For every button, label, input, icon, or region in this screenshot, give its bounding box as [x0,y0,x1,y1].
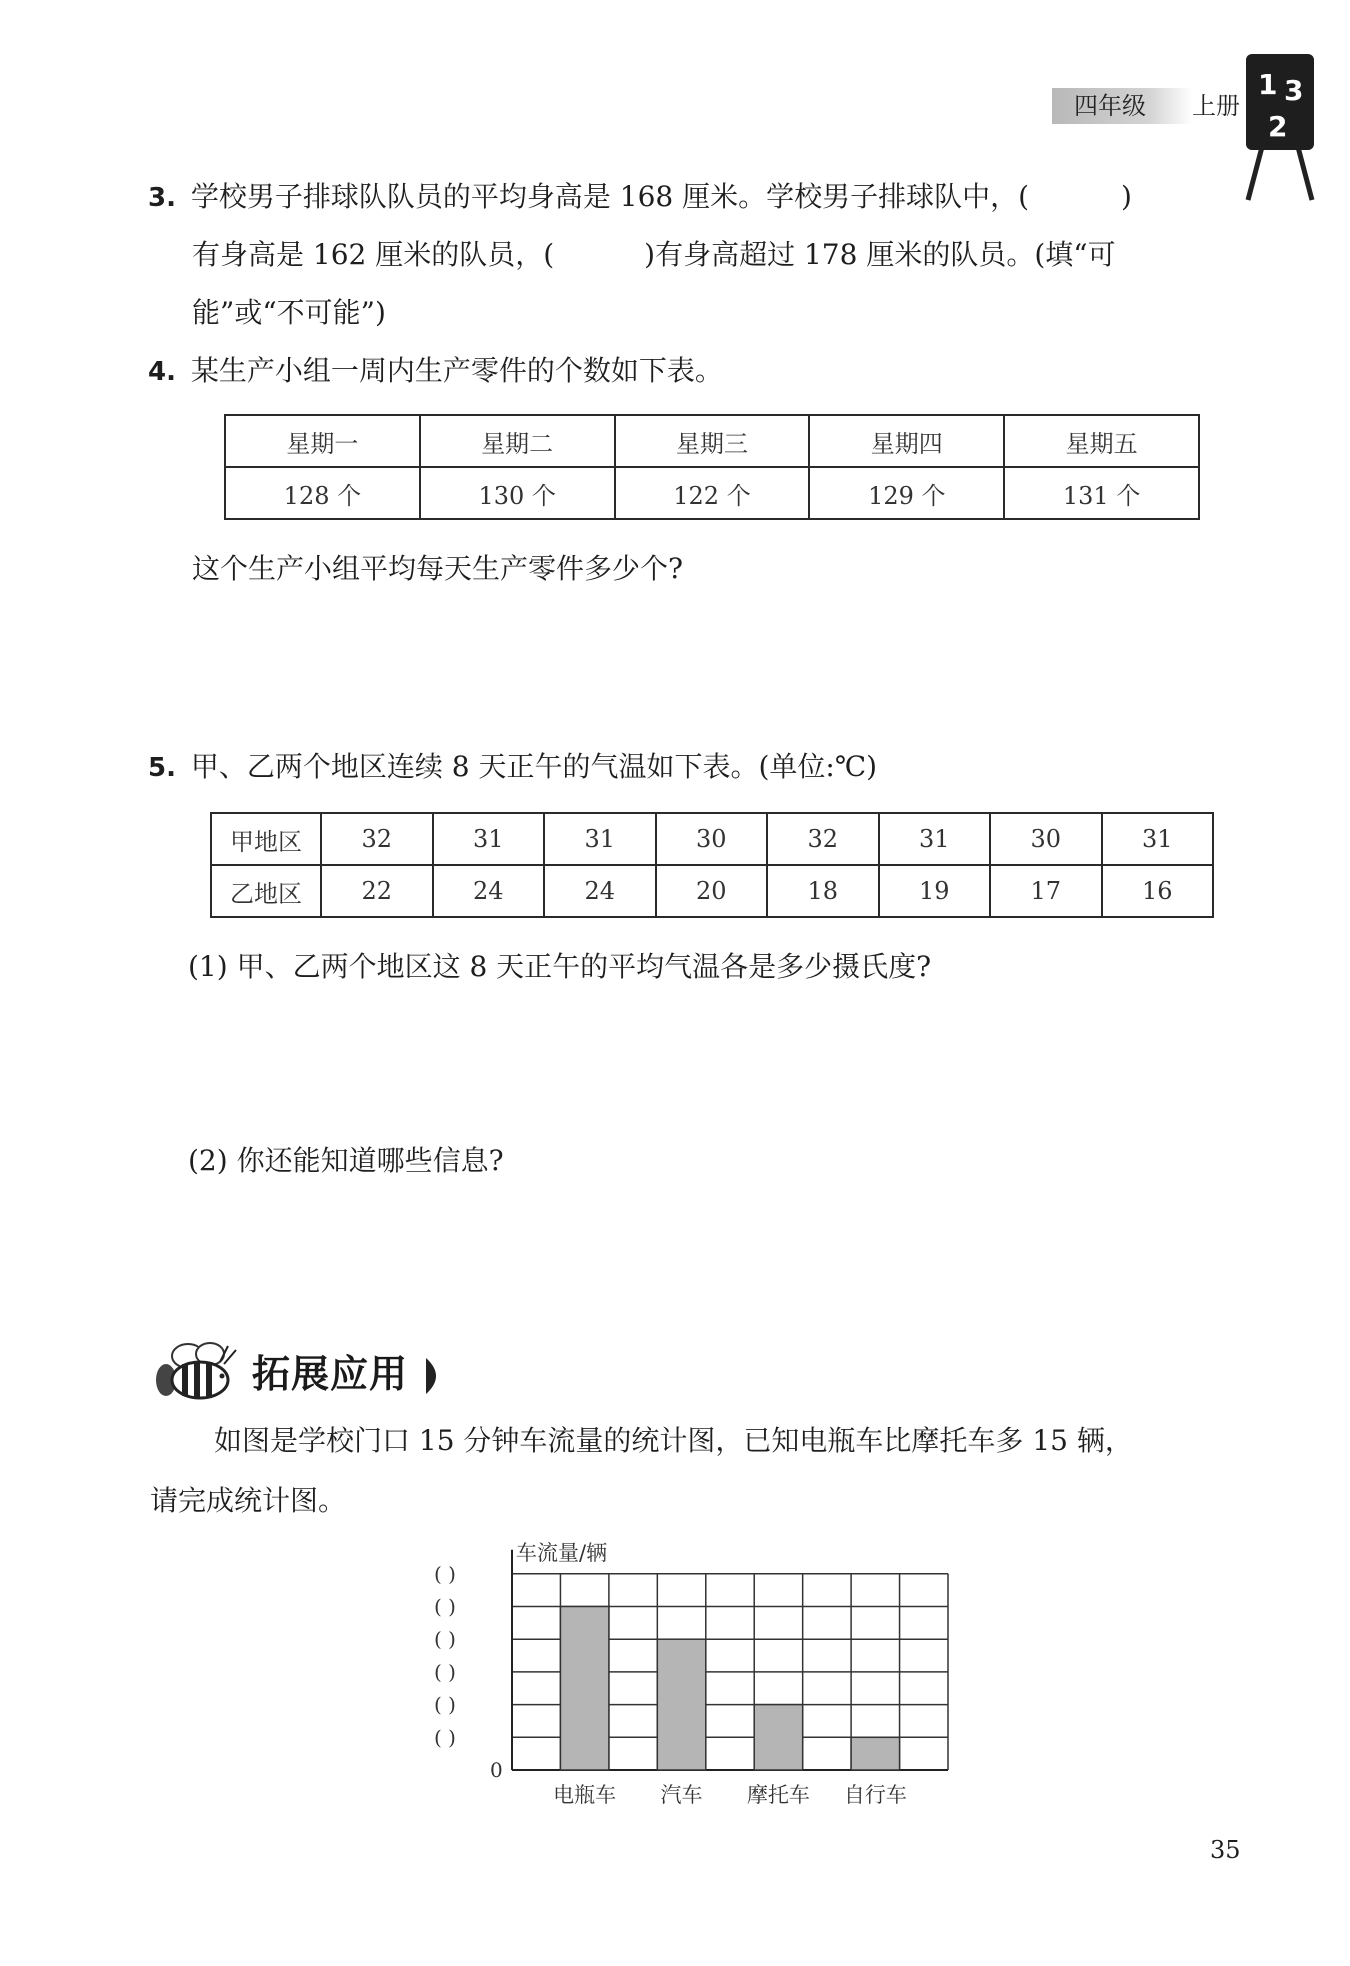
q5-cell: 32 [321,813,433,865]
q3-line2: 有身高是 162 厘米的队员，( )有身高超过 178 厘米的队员。(填“可 [192,238,1116,271]
q5-cell: 30 [990,813,1102,865]
q5-cell: 32 [767,813,879,865]
y-tick-label: 0 [490,1758,503,1782]
q5-cell: 16 [1102,865,1214,917]
q5-cell: 19 [879,865,991,917]
q5-cell: 31 [544,813,656,865]
q3-line3: 能”或“不可能”) [192,296,386,329]
section-title: 拓展应用 [252,1352,409,1396]
q5-sub2: (2) 你还能知道哪些信息? [188,1144,504,1177]
section-end-cap-icon [424,1356,448,1396]
q5-row-label: 甲地区 [211,813,321,865]
q4-number: 4. [148,357,176,387]
x-tick-label: 汽车 [660,1783,703,1807]
q5-cell: 31 [879,813,991,865]
q4-value-cell: 130 个 [420,467,615,519]
q4-header-cell: 星期二 [420,415,615,467]
q5-sub1: (1) 甲、乙两个地区这 8 天正午的平均气温各是多少摄氏度? [188,950,932,983]
y-tick-label: ( ) [434,1659,456,1684]
q3-line1: 3. 学校男子排球队队员的平均身高是 168 厘米。学校男子排球队中，( ) [148,180,1132,213]
grade-label: 四年级 [1052,88,1192,124]
y-tick-label: ( ) [434,1561,456,1586]
chalkboard-badge-icon [1240,52,1320,202]
q4-value-cell: 122 个 [615,467,810,519]
page-number: 35 [1210,1836,1241,1864]
q4-production-table [224,414,1200,520]
q4-question: 这个生产小组平均每天生产零件多少个? [192,552,684,585]
q4-value-cell: 131 个 [1004,467,1199,519]
bar [657,1639,705,1770]
q4-header-cell: 星期一 [225,415,420,467]
q4-header-cell: 星期五 [1004,415,1199,467]
q3-number: 3. [148,183,176,213]
q4-prompt: 4. 某生产小组一周内生产零件的个数如下表。 [148,354,723,387]
section-intro-line2: 请完成统计图。 [150,1484,347,1517]
x-tick-label: 摩托车 [746,1783,810,1807]
bar [851,1737,899,1770]
q5-cell: 24 [433,865,545,917]
q4-value-cell: 128 个 [225,467,420,519]
q5-number: 5. [148,753,176,783]
q5-cell: 18 [767,865,879,917]
y-tick-label: ( ) [434,1725,456,1750]
q5-cell: 17 [990,865,1102,917]
y-tick-label: ( ) [434,1627,456,1652]
y-axis-label: 车流量/辆 [516,1540,608,1565]
bar [754,1705,802,1770]
q4-header-cell: 星期三 [615,415,810,467]
y-tick-label: ( ) [434,1594,456,1619]
badge-digit: 2 [1268,110,1288,143]
x-tick-label: 自行车 [843,1783,907,1807]
q5-row-label: 乙地区 [211,865,321,917]
q5-cell: 24 [544,865,656,917]
q5-prompt: 5. 甲、乙两个地区连续 8 天正午的气温如下表。(单位:℃) [148,750,878,783]
q4-header-cell: 星期四 [809,415,1004,467]
q5-cell: 31 [1102,813,1214,865]
x-tick-label: 电瓶车 [553,1783,617,1807]
q5-cell: 31 [433,813,545,865]
volume-label: 上册 [1192,92,1240,120]
section-intro-line1: 如图是学校门口 15 分钟车流量的统计图，已知电瓶车比摩托车多 15 辆， [214,1424,1133,1457]
q5-cell: 22 [321,865,433,917]
y-tick-label: ( ) [434,1692,456,1717]
q5-temperature-table [210,812,1214,918]
bar [560,1607,608,1771]
badge-digit: 3 [1284,74,1304,107]
q4-value-cell: 129 个 [809,467,1004,519]
bee-icon [148,1340,244,1404]
q5-cell: 30 [656,813,768,865]
q5-cell: 20 [656,865,768,917]
badge-digit: 1 [1258,68,1278,101]
